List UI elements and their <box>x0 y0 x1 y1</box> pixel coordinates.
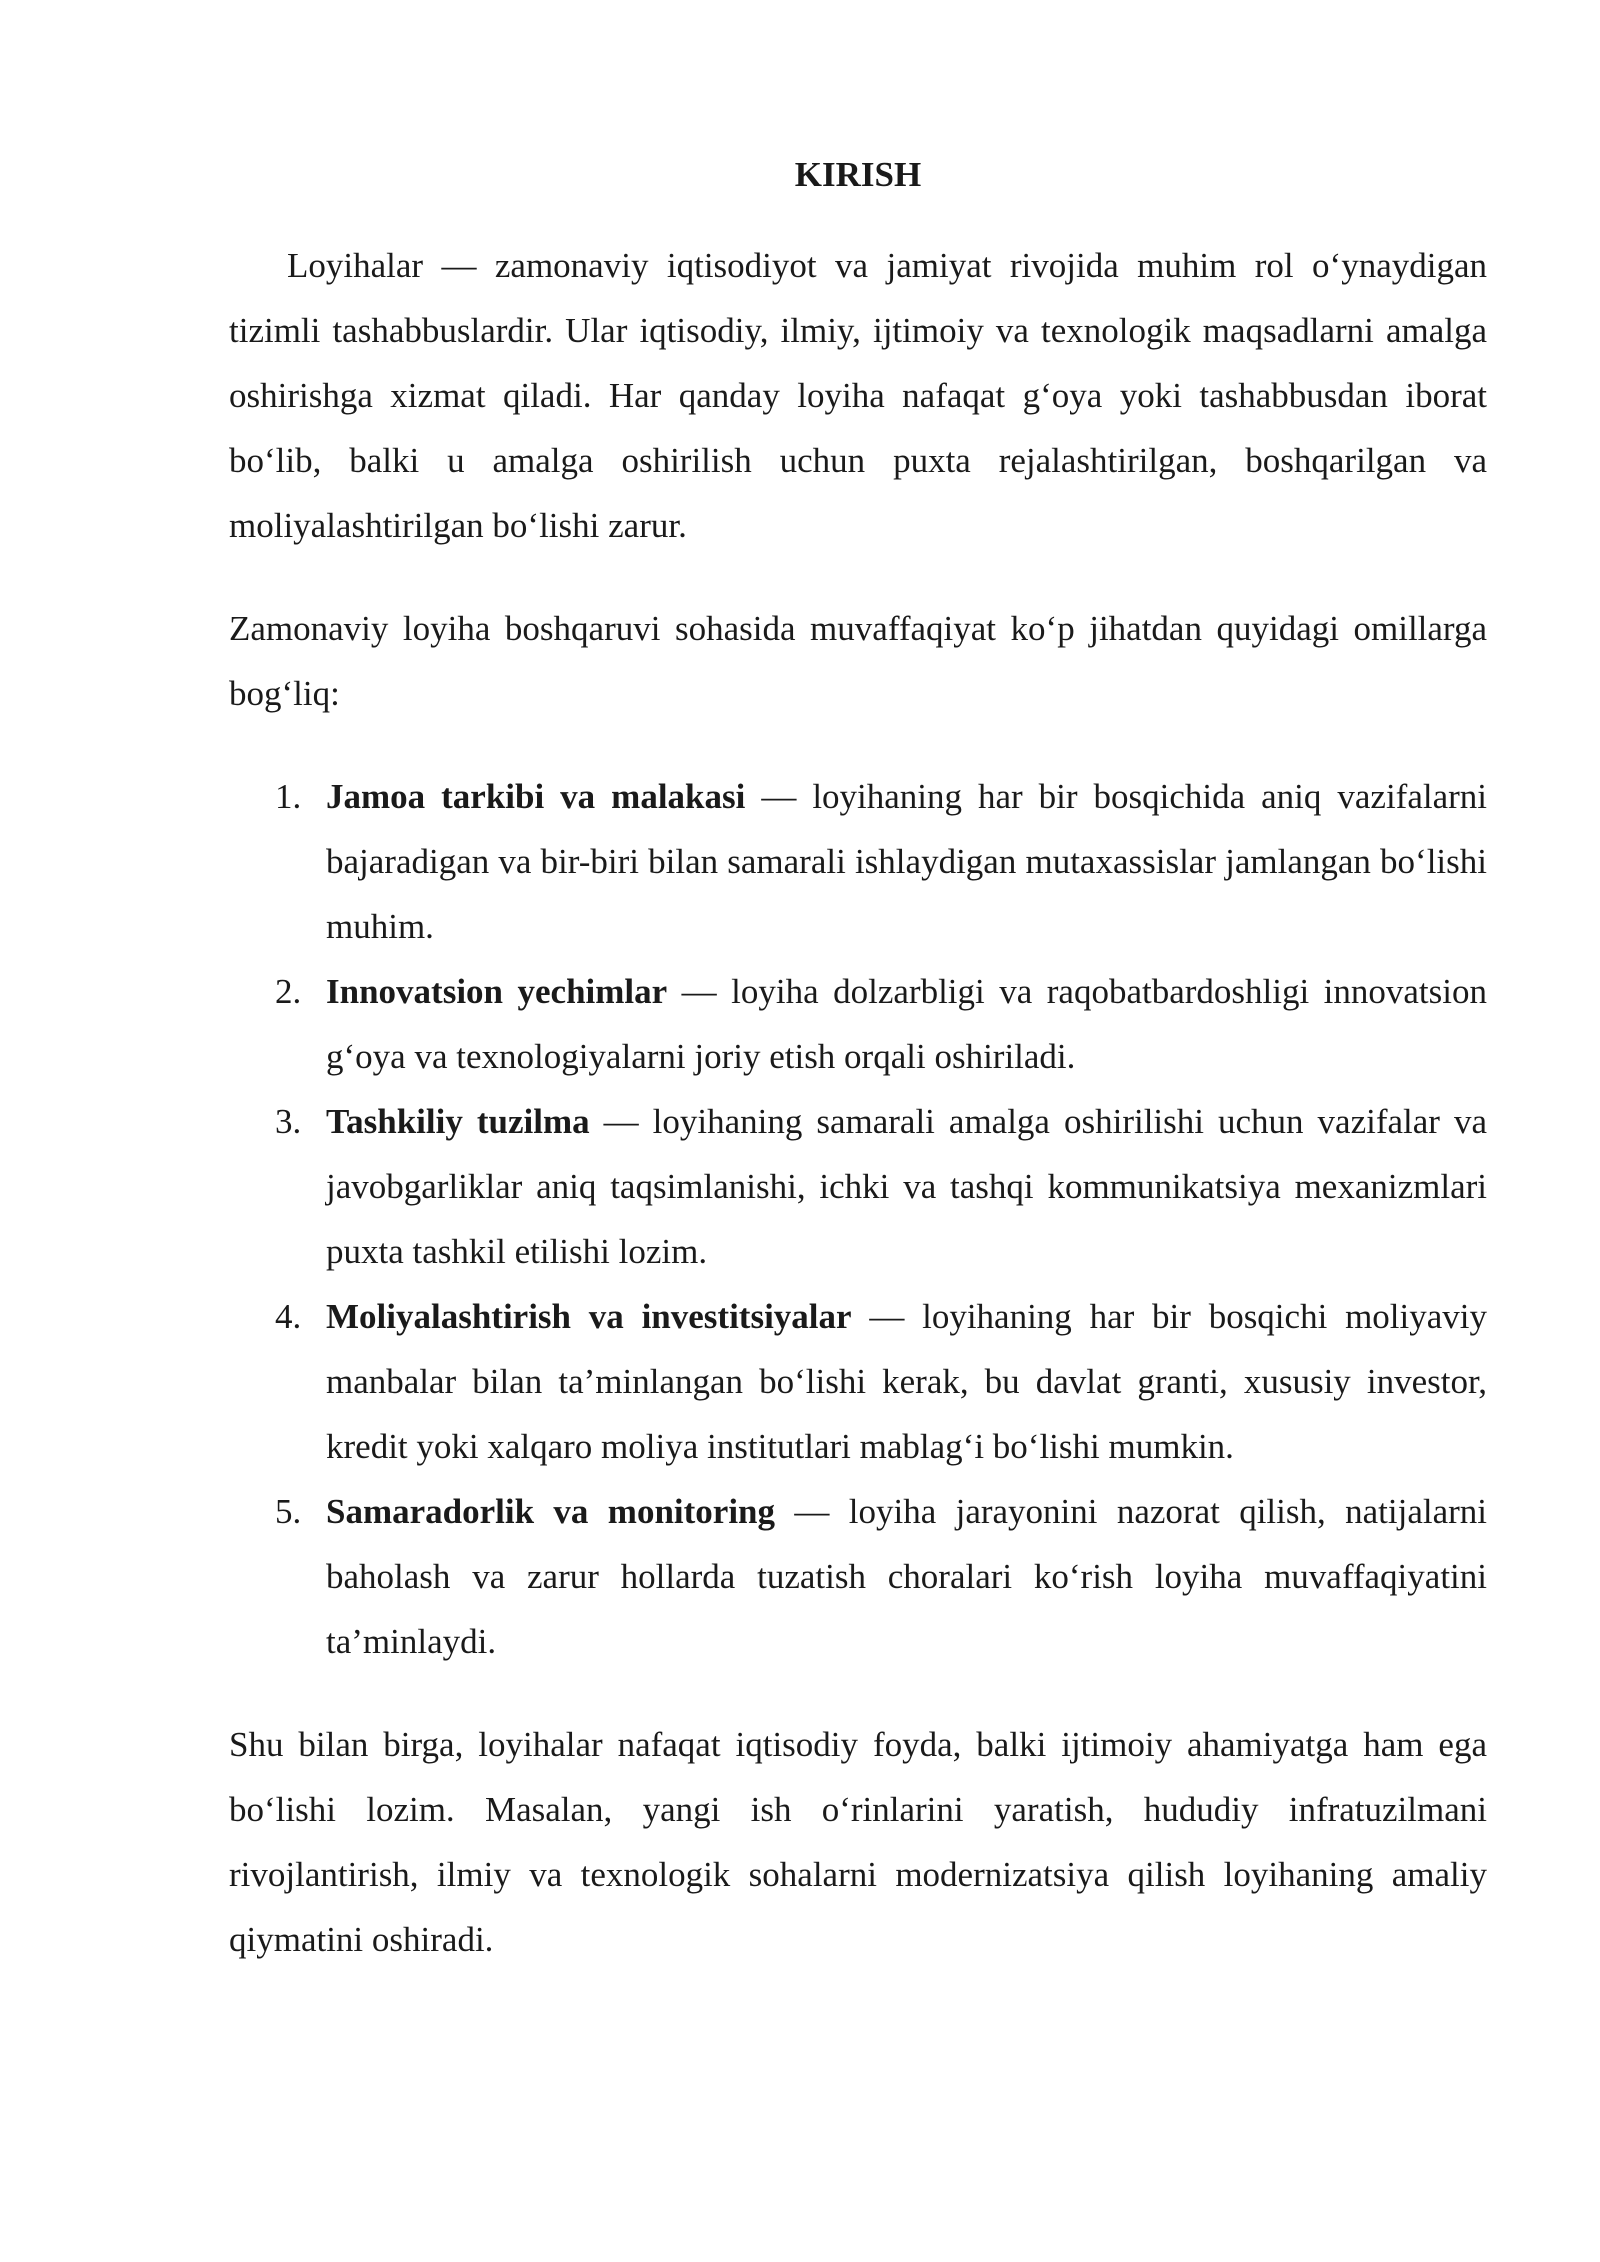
list-item-term: Samaradorlik va monitoring <box>326 1492 776 1531</box>
list-item <box>229 959 1487 1089</box>
success-factors-list <box>229 764 1487 1674</box>
list-item-number: 4. <box>275 1297 302 1336</box>
lead-paragraph: Zamonaviy loyiha boshqaruvi sohasida muvaffaqiyat ko‘p jihatdan quyidagi omillarga bog‘liq: <box>229 609 1487 713</box>
list-item <box>229 1479 1487 1674</box>
list-item-term: Innovatsion yechimlar <box>326 972 668 1011</box>
list-item <box>229 1089 1487 1284</box>
closing-paragraph: Shu bilan birga, loyihalar nafaqat iqtisodiy foyda, balki ijtimoiy ahamiyatga ham ega bo‘lishi lozim. Masalan, yangi ish o‘rinlarini yaratish, hududiy infratuzilmani rivojlantirish, ilmiy va texnologik sohalarni modernizatsiya qilish loyihaning amaliy qiymatini oshiradi. <box>229 1725 1487 1959</box>
document-page <box>229 150 1487 1972</box>
list-item <box>229 1284 1487 1479</box>
intro-paragraph: Loyihalar — zamonaviy iqtisodiyot va jamiyat rivojida muhim rol o‘ynaydigan tizimli tashabbuslardir. Ular iqtisodiy, ilmiy, ijtimoiy va texnologik maqsadlarni amalga oshirishga xizmat qiladi. Har qanday loyiha nafaqat g‘oya yoki tashabbusdan iborat bo‘lib, balki u amalga oshirilish uchun puxta rejalashtirilgan, boshqarilgan va moliyalashtirilgan bo‘lishi zarur. <box>229 246 1487 545</box>
list-item-text: — loyiha dolzarbligi va raqobatbardoshligi innovatsion g‘oya va texnologiyalarni joriy etish orqali oshiriladi. <box>326 972 1487 1076</box>
list-item-text: — loyihaning samarali amalga oshirilishi uchun vazifalar va javobgarliklar aniq taqsimlanishi, ichki va tashqi kommunikatsiya mexanizmlari puxta tashkil etilishi lozim. <box>326 1102 1487 1271</box>
list-item-text: — loyiha jarayonini nazorat qilish, natijalarni baholash va zarur hollarda tuzatish choralari ko‘rish loyiha muvaffaqiyatini ta’minlaydi. <box>326 1492 1487 1661</box>
list-item-number: 5. <box>275 1492 302 1531</box>
list-item-term: Jamoa tarkibi va malakasi <box>326 777 746 816</box>
page-title: KIRISH <box>794 155 922 194</box>
list-item <box>229 764 1487 959</box>
list-item-number: 2. <box>275 972 302 1011</box>
list-item-number: 3. <box>275 1102 302 1141</box>
list-item-term: Tashkiliy tuzilma <box>326 1102 590 1141</box>
list-item-term: Moliyalashtirish va investitsiyalar <box>326 1297 852 1336</box>
list-item-number: 1. <box>275 777 302 816</box>
list-item-text: — loyihaning har bir bosqichida aniq vazifalarni bajaradigan va bir-biri bilan samarali ishlaydigan mutaxassislar jamlangan bo‘lishi muhim. <box>326 777 1488 946</box>
list-item-text: — loyihaning har bir bosqichi moliyaviy manbalar bilan ta’minlangan bo‘lishi kerak, bu davlat granti, xususiy investor, kredit yoki xalqaro moliya institutlari mablag‘i bo‘lishi mumkin. <box>326 1297 1487 1466</box>
